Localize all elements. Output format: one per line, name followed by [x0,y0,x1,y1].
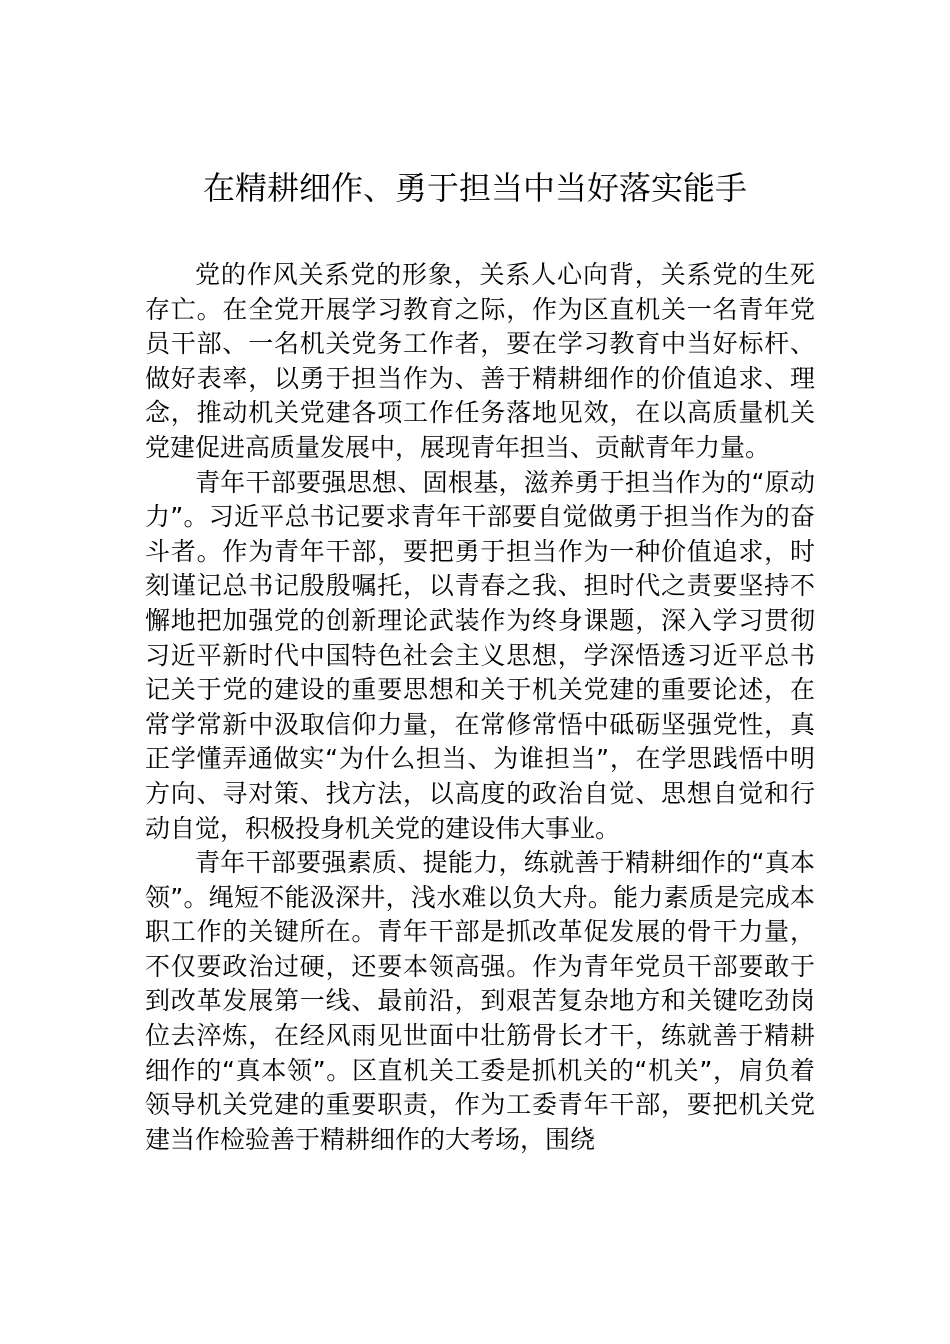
document-body [145,258,815,1157]
paragraph-1: 党的作风关系党的形象，关系人心向背，关系党的生死存亡。在全党开展学习教育之际，作为区直机关一名青年党员干部、一名机关党务工作者，要在学习教育中当好标杆、做好表率，以勇于担当作为、善于精耕细作的价值追求、理念，推动机关党建各项工作任务落地见效，在以高质量机关党建促进高质量发展中，展现青年担当、贡献青年力量。 [145,260,815,462]
paragraph-3: 青年干部要强素质、提能力，练就善于精耕细作的“真本领”。绳短不能汲深井，浅水难以负大舟。能力素质是完成本职工作的关键所在。青年干部是抓改革促发展的骨干力量，不仅要政治过硬，还要本领高强。作为青年党员干部要敢于到改革发展第一线、最前沿，到艰苦复杂地方和关键吃劲岗位去淬炼，在经风雨见世面中壮筋骨长才干，练就善于精耕细作的“真本领”。区直机关工委是抓机关的“机关”，肩负着领导机关党建的重要职责，作为工委青年干部，要把机关党建当作检验善于精耕细作的大考场，围绕 [145,848,815,1154]
document-title: 在精耕细作、勇于担当中当好落实能手 [202,169,747,207]
paragraph-2: 青年干部要强思想、固根基，滋养勇于担当作为的“原动力”。习近平总书记要求青年干部要自觉做勇于担当作为的奋斗者。作为青年干部，要把勇于担当作为一种价值追求，时刻谨记总书记殷殷嘱托，以青春之我、担时代之责要坚持不懈地把加强党的创新理论武装作为终身课题，深入学习贯彻习近平新时代中国特色社会主义思想，学深悟透习近平总书记关于党的建设的重要思想和关于机关党建的重要论述，在常学常新中汲取信仰力量，在常修常悟中砥砺坚强党性，真正学懂弄通做实“为什么担当、为谁担当”，在学思践悟中明方向、寻对策、找方法，以高度的政治自觉、思想自觉和行动自觉，积极投身机关党的建设伟大事业。 [145,467,815,843]
